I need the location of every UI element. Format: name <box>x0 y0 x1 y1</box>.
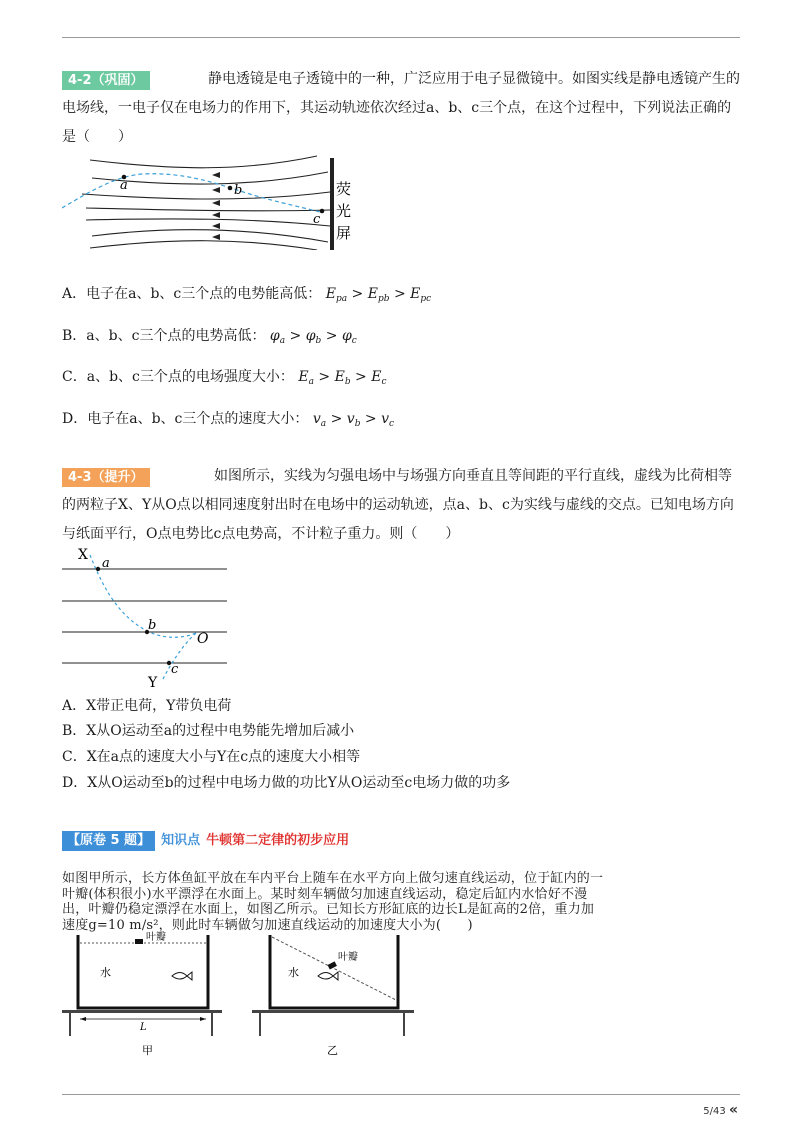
arrow-icon <box>80 1017 86 1021</box>
footer-rule <box>62 1094 740 1095</box>
caption-yi: 乙 <box>327 1044 338 1057</box>
q5-tag-knowledge: 知识点 <box>161 833 201 848</box>
q42-stem: 静电透镜是电子透镜中的一种，广泛应用于电子显微镜中。如图实线是静电透镜产生的电场线，一电子仅在电场力的作用下，其运动轨迹依次经过a、b、c三个点，在这个过程中，下列说法正确的是（ ） <box>62 71 740 145</box>
arrow-icon <box>212 200 220 206</box>
arrow-icon <box>200 1017 206 1021</box>
leaf-label: 叶瓣 <box>338 952 358 963</box>
leaf-icon <box>328 961 337 969</box>
field-line <box>92 230 328 242</box>
field-line <box>90 156 317 168</box>
q5-tag-source: 【原卷 5 题】 <box>62 831 155 851</box>
q43-option-d: D．X从O运动至b的过程中电场力做的功比Y从O运动至c电场力做的功多 <box>62 775 511 791</box>
water-label: 水 <box>288 966 299 979</box>
point-c <box>320 209 325 214</box>
q43-option-c: C．X在a点的速度大小与Y在c点的速度大小相等 <box>62 749 361 765</box>
field-line <box>90 241 317 250</box>
arrow-icon <box>212 172 220 178</box>
trajectory-y <box>162 633 196 681</box>
label-Y: Y <box>148 675 158 690</box>
label-O: O <box>197 631 209 647</box>
header-rule <box>62 37 740 38</box>
page-number: 5/43 « <box>703 1102 738 1118</box>
q42-figure <box>62 150 362 250</box>
q5-heading <box>62 831 349 851</box>
q42-option-c: C．a、b、c三个点的电场强度大小： $E_a > E_b > E_c$ <box>62 369 387 387</box>
label-c: c <box>171 662 179 677</box>
platform-top <box>62 1010 222 1013</box>
label-a: a <box>102 556 110 571</box>
field-line <box>86 208 330 211</box>
platform-top <box>252 1010 414 1013</box>
q42-option-b: B．a、b、c三个点的电势高低： $\varphi_a > \varphi_b > \varphi_c$ <box>62 328 357 346</box>
q5-knowledge-point: 牛顿第二定律的初步应用 <box>206 833 350 848</box>
q43-option-b: B．X从O运动至a的过程中电势能先增加后减小 <box>62 723 355 739</box>
arrow-icon <box>212 223 220 229</box>
label-X: X <box>78 547 88 563</box>
q5-stem: 如图甲所示，长方体鱼缸平放在车内平台上随车在水平方向上做匀速直线运动，位于缸内的一 叶瓣(体积很小)水平漂浮在水面上。某时刻车辆做匀加速直线运动，稳定后缸内水恰好不漫 出，叶瓣仍稳定漂浮在水面上，如图乙所示。已知长方形缸底的边长L是缸高的2倍，重力加 速度g=10 m/s²，则此时车辆做匀加速直线运动的加速度大小为( ) <box>62 871 604 933</box>
caption-jia: 甲 <box>142 1044 153 1057</box>
tank-walls <box>78 935 208 1008</box>
point-a <box>96 567 100 571</box>
leaf-label: 叶瓣 <box>146 932 166 943</box>
screen-label: 光 <box>336 202 352 220</box>
q5-figure-left <box>62 930 232 1058</box>
fish-icon <box>172 972 192 980</box>
arrow-icon <box>212 234 220 240</box>
label-b: b <box>148 618 157 633</box>
arrow-icon <box>212 187 220 193</box>
fluorescent-screen <box>330 158 334 250</box>
length-label: L <box>140 1022 147 1033</box>
arrow-icon <box>212 212 220 218</box>
q5-figure-right <box>252 930 422 1058</box>
field-line <box>86 219 330 226</box>
label-c: c <box>313 212 321 227</box>
q43-stem: 如图所示，实线为匀强电场中与场强方向垂直且等间距的平行直线，虚线为比荷相等的两粒子X、Y从O点以相同速度射出时在电场中的运动轨迹，点a、b、c为实线与虚线的交点。已知电场方向与纸面平行，O点电势比c点电势高，不计粒子重力。则（ ） <box>62 468 734 542</box>
q43-tag: 4-3（提升） <box>62 468 150 487</box>
label-a: a <box>120 178 128 193</box>
q42-option-d: D．电子在a、b、c三个点的速度大小： $v_a > v_b > v_c$ <box>62 411 395 429</box>
leaf-icon <box>135 939 143 944</box>
point-b <box>228 186 233 191</box>
q43-option-a: A．X带正电荷，Y带负电荷 <box>62 698 232 714</box>
field-line <box>82 192 330 199</box>
q43-figure <box>62 545 237 690</box>
screen-label: 屏 <box>336 224 352 242</box>
screen-label: 荧 <box>336 180 352 198</box>
label-b: b <box>234 183 243 198</box>
q42-option-a: A．电子在a、b、c三个点的电势能高低： $E_{pa} > E_{pb} > E_{pc}$ <box>62 286 432 304</box>
fish-icon <box>318 972 338 980</box>
water-label: 水 <box>100 966 111 979</box>
q42-tag: 4-2（巩固） <box>62 71 150 90</box>
double-chevron-icon: « <box>728 1102 738 1118</box>
